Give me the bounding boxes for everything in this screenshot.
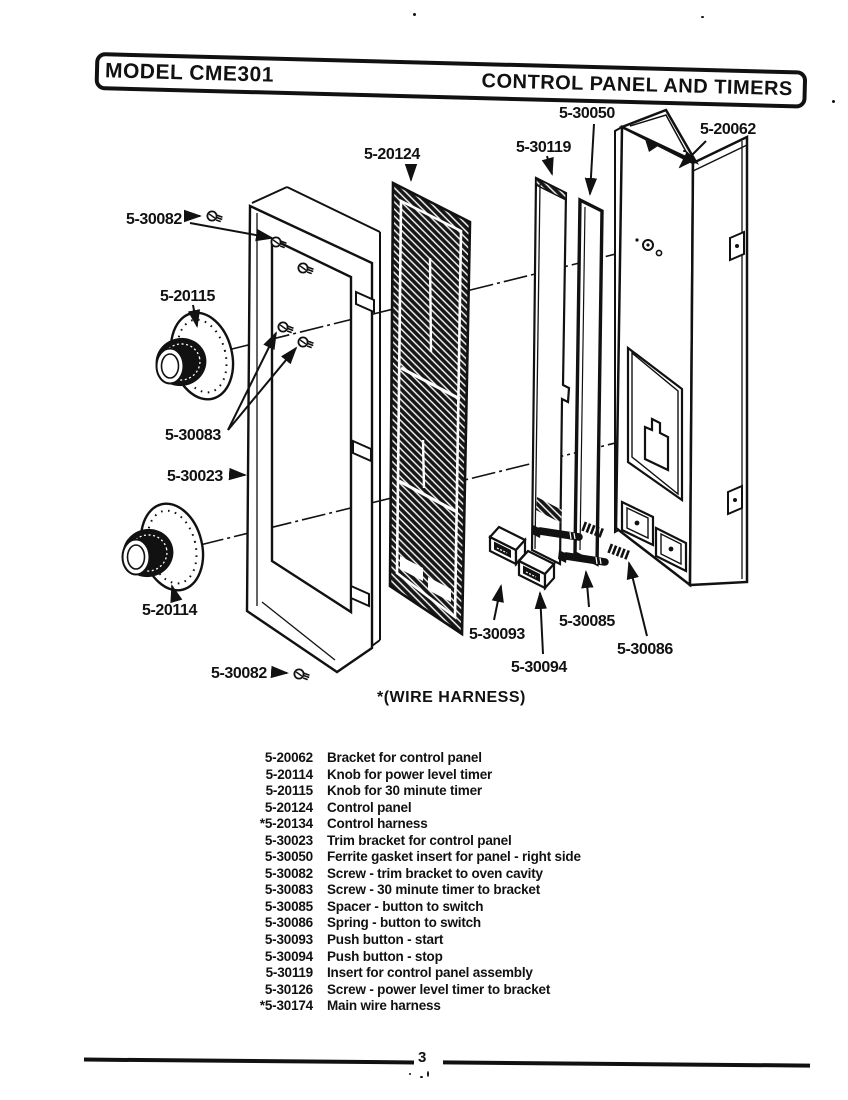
part-description: Knob for power level timer <box>327 766 493 782</box>
part-description: Push button - start <box>327 932 444 948</box>
callout-5-30082-bottom: 5-30082 <box>211 665 267 682</box>
screw-icon <box>207 211 222 221</box>
part-description: Control panel <box>327 799 412 815</box>
parts-list-row <box>237 965 581 982</box>
parts-list-row <box>237 998 581 1015</box>
screw-icon <box>298 337 313 347</box>
callout-5-20062: 5-20062 <box>700 121 756 138</box>
parts-list-row <box>237 833 581 850</box>
knob-power-level-timer <box>117 497 211 597</box>
parts-list-row <box>237 849 581 866</box>
screw-icon <box>298 263 313 273</box>
parts-list-row <box>237 767 581 784</box>
parts-list-row <box>237 932 581 949</box>
scan-speck <box>832 100 835 103</box>
scan-speck <box>701 16 704 18</box>
scan-speck <box>683 150 686 152</box>
parts-list-row <box>237 800 581 817</box>
callout-5-30083: 5-30083 <box>165 427 221 444</box>
parts-list <box>237 750 581 1015</box>
wire-harness-note: *(WIRE HARNESS) <box>377 689 526 706</box>
spring-coil <box>609 548 630 556</box>
scan-speck <box>420 1076 423 1078</box>
part-number: 5-30083 <box>264 882 313 898</box>
callout-5-30082-top: 5-30082 <box>126 211 182 228</box>
parts-list-row <box>237 750 581 767</box>
callout-5-20124: 5-20124 <box>364 146 420 163</box>
part-description: Ferrite gasket insert for panel - right side <box>327 849 581 865</box>
part-number: 5-20124 <box>264 799 313 815</box>
part-description: Knob for 30 minute timer <box>327 783 482 799</box>
part-description: Spacer - button to switch <box>327 898 484 914</box>
callout-5-30119: 5-30119 <box>516 139 572 156</box>
callout-5-20114: 5-20114 <box>142 602 198 619</box>
screw-icon <box>294 669 309 679</box>
callout-5-30086: 5-30086 <box>617 641 673 658</box>
parts-list-row <box>237 882 581 899</box>
callout-5-30093: 5-30093 <box>469 626 525 643</box>
ferrite-gasket-insert <box>575 200 602 564</box>
part-number: 5-30082 <box>264 865 313 881</box>
part-description: Control harness <box>327 816 428 832</box>
callout-5-30023: 5-30023 <box>167 468 223 485</box>
parts-list-row <box>237 949 581 966</box>
part-number: 5-30086 <box>264 915 313 931</box>
exploded-diagram <box>60 95 848 715</box>
part-number: 5-20114 <box>265 766 313 782</box>
part-number: 5-30126 <box>264 981 313 997</box>
part-description: Bracket for control panel <box>327 750 482 765</box>
part-description: Screw - 30 minute timer to bracket <box>327 882 541 898</box>
parts-list-row <box>237 915 581 932</box>
part-number: 5-30094 <box>264 948 313 964</box>
scan-speck <box>409 1073 411 1075</box>
parts-list-row <box>237 816 581 833</box>
part-description: Trim bracket for control panel <box>327 832 512 848</box>
footer-rule-left <box>84 1058 414 1065</box>
scan-speck <box>413 13 416 16</box>
control-panel <box>390 183 470 634</box>
part-number: 5-30085 <box>264 898 313 914</box>
callout-5-20115: 5-20115 <box>160 288 216 305</box>
screw-icon <box>278 322 293 332</box>
part-number: *5-30174 <box>259 998 313 1014</box>
page-section-title: CONTROL PANEL AND TIMERS <box>481 69 794 100</box>
part-number: 5-30023 <box>264 832 313 848</box>
parts-list-row <box>237 866 581 883</box>
scan-speck <box>427 1071 429 1077</box>
trim-bracket <box>247 187 380 672</box>
page-number: 3 <box>418 1049 427 1066</box>
part-number: *5-20134 <box>259 816 313 832</box>
part-description: Screw - trim bracket to oven cavity <box>327 865 543 881</box>
footer-rule-right <box>443 1060 810 1067</box>
control-panel-insert <box>532 178 569 564</box>
part-number: 5-30093 <box>264 932 313 948</box>
callout-5-30094: 5-30094 <box>511 659 567 676</box>
part-description: Push button - stop <box>327 948 443 964</box>
control-panel-bracket <box>615 110 747 585</box>
part-number: 5-20062 <box>264 750 313 765</box>
part-description: Spring - button to switch <box>327 915 481 931</box>
push-button-start <box>490 527 525 564</box>
model-title: MODEL CME301 <box>104 59 275 87</box>
parts-list-row <box>237 982 581 999</box>
part-description: Screw - power level timer to bracket <box>327 981 551 997</box>
part-number: 5-20115 <box>265 783 313 799</box>
part-description: Main wire harness <box>327 998 441 1014</box>
part-number: 5-30050 <box>264 849 313 865</box>
callout-5-30050: 5-30050 <box>559 105 615 122</box>
callout-5-30085: 5-30085 <box>559 613 615 630</box>
parts-list-row <box>237 783 581 800</box>
parts-list-row <box>237 899 581 916</box>
part-description: Insert for control panel assembly <box>327 965 533 981</box>
part-number: 5-30119 <box>265 965 313 981</box>
